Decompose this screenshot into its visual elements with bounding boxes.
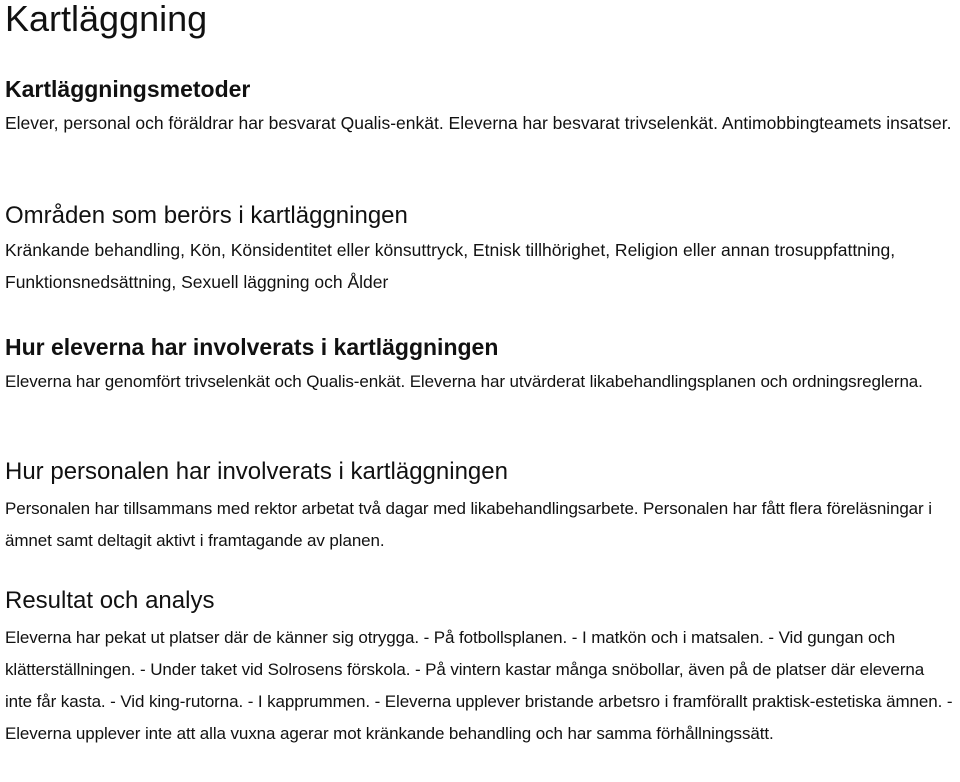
section-staff-involvement xyxy=(5,457,955,557)
section-methods xyxy=(5,74,955,139)
page-title: Kartläggning xyxy=(5,0,208,39)
section-body: Kränkande behandling, Kön, Könsidentitet eller könsuttryck, Etnisk tillhörighet, Religion eller annan trosuppfattning, Funktionsnedsättning, Sexuell läggning och Ålder xyxy=(5,240,896,292)
section-heading: Hur personalen har involverats i kartläggningen xyxy=(5,458,508,485)
section-body: Eleverna har pekat ut platser där de känner sig otrygga. - På fotbollsplanen. - I matkön och i matsalen. - Vid gungan och klätterställningen. - Under taket vid Solrosens förskola. - På vintern kastar många snöbollar, även på de platser där eleverna inte får kasta. - Vid king-rutorna. - I kapprummen. - Eleverna upplever bristande arbetsro i framförallt praktisk-estetiska ämnen. - Eleverna upplever inte att alla vuxna agerar mot kränkande behandling och har samma förhållningssätt. xyxy=(5,628,953,743)
section-areas xyxy=(5,201,955,298)
section-results-analysis xyxy=(5,586,955,750)
section-heading: Resultat och analys xyxy=(5,587,215,614)
section-heading: Hur eleverna har involverats i kartläggningen xyxy=(5,334,499,360)
section-heading: Kartläggningsmetoder xyxy=(5,76,251,102)
section-students-involvement xyxy=(5,332,955,398)
section-body: Eleverna har genomfört trivselenkät och Qualis-enkät. Eleverna har utvärderat likabehandlingsplanen och ordningsreglerna. xyxy=(5,372,923,391)
section-heading: Områden som berörs i kartläggningen xyxy=(5,202,408,229)
section-body: Personalen har tillsammans med rektor arbetat två dagar med likabehandlingsarbete. Personalen har fått flera föreläsningar i ämnet samt deltagit aktivt i framtagande av planen. xyxy=(5,499,932,550)
section-body: Elever, personal och föräldrar har besvarat Qualis-enkät. Eleverna har besvarat trivselenkät. Antimobbingteamets insatser. xyxy=(5,113,952,133)
